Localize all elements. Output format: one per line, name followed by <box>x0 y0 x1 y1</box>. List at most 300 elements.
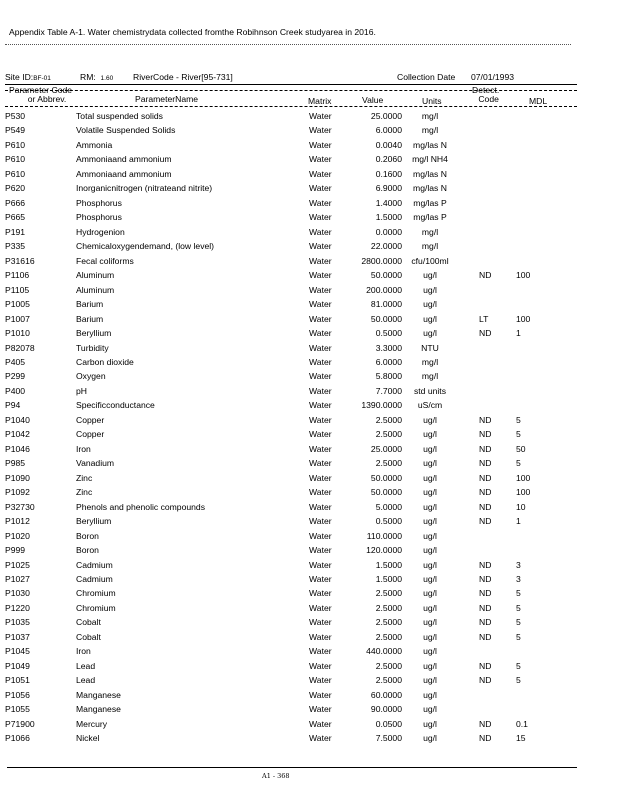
cell-param-code: P1027 <box>5 574 30 584</box>
river-mile <box>80 72 113 82</box>
header-dash-rule-upper <box>5 90 577 91</box>
header-param-name: ParameterName <box>135 94 199 104</box>
cell-param-code: P620 <box>5 183 26 194</box>
cell-matrix: Water <box>309 400 332 411</box>
cell-units: mg/l <box>421 356 439 367</box>
table-row <box>0 529 618 543</box>
cell-param-name: Ammoniaand ammonium <box>76 154 172 165</box>
table-row <box>0 471 618 485</box>
cell-matrix: Water <box>309 704 332 715</box>
cell-param-name: Barium <box>76 313 104 324</box>
cell-value: 6.9000 <box>375 183 402 194</box>
cell-value: 200.0000 <box>366 284 402 295</box>
cell-param-name: Chromium <box>76 588 116 599</box>
cell-param-name: Chromium <box>76 602 116 613</box>
cell-matrix: Water <box>309 313 332 324</box>
cell-detect-code: LT <box>479 313 489 324</box>
collection-date-value: 07/01/1993 <box>471 72 515 82</box>
cell-value: 1.5000 <box>375 574 402 584</box>
table-row <box>0 109 618 123</box>
cell-matrix: Water <box>309 270 332 281</box>
table-row <box>0 167 618 181</box>
cell-value: 50.0000 <box>370 313 402 324</box>
table-row <box>0 500 618 514</box>
cell-param-name: Phosphorus <box>76 197 122 208</box>
cell-param-name: Manganese <box>76 704 121 715</box>
cell-units: ug/l <box>423 574 437 584</box>
cell-units: ug/l <box>423 270 437 281</box>
cell-mdl: 15 <box>516 733 526 744</box>
cell-units: std units <box>413 385 446 396</box>
cell-mdl: 3 <box>516 574 521 584</box>
cell-param-name: Beryllium <box>76 516 112 527</box>
cell-detect-code: ND <box>479 660 492 671</box>
cell-param-code: P665 <box>5 212 26 223</box>
cell-detect-code: ND <box>479 617 492 628</box>
cell-param-name: Copper <box>76 429 105 440</box>
cell-param-name: Turbidity <box>76 342 109 353</box>
cell-value: 5.8000 <box>375 371 402 382</box>
cell-param-name: Aluminum <box>76 284 115 295</box>
cell-param-code: P666 <box>5 197 26 208</box>
cell-value: 2.5000 <box>375 414 402 425</box>
page-number: A1 - 368 <box>262 772 290 780</box>
cell-param-name: Zinc <box>76 487 93 498</box>
cell-value: 3.3000 <box>375 342 402 353</box>
table-row <box>0 644 618 658</box>
cell-units: ug/l <box>423 284 437 295</box>
cell-units: ug/l <box>423 689 437 700</box>
footer-rule <box>7 767 577 768</box>
cell-value: 50.0000 <box>370 270 402 281</box>
table-row <box>0 659 618 673</box>
cell-units: ug/l <box>423 545 437 556</box>
cell-units: mg/las P <box>413 197 447 208</box>
cell-units: mg/l NH4 <box>412 154 448 165</box>
cell-matrix: Water <box>309 602 332 613</box>
cell-value: 2.5000 <box>375 675 402 686</box>
cell-value: 81.0000 <box>370 299 402 310</box>
cell-units: ug/l <box>423 646 437 657</box>
cell-matrix: Water <box>309 472 332 483</box>
cell-matrix: Water <box>309 328 332 339</box>
table-row <box>0 717 618 731</box>
site-id-value: BF-01 <box>33 75 51 82</box>
cell-param-name: Phenols and phenolic compounds <box>76 501 205 512</box>
cell-value: 90.0000 <box>370 704 402 715</box>
table-row <box>0 254 618 268</box>
table-title: Appendix Table A-1. Water chemistrydata collected fromthe Robihnson Creek studyarea in 2016. <box>9 27 376 37</box>
cell-param-code: P299 <box>5 371 26 382</box>
site-id <box>5 72 51 82</box>
header-units: Units <box>422 96 442 106</box>
table-row <box>0 369 618 383</box>
cell-units: ug/l <box>423 299 437 310</box>
cell-param-code: P1105 <box>5 284 30 295</box>
cell-units: ug/l <box>423 530 437 541</box>
cell-matrix: Water <box>309 356 332 367</box>
table-row <box>0 702 618 716</box>
cell-value: 5.0000 <box>375 501 402 512</box>
cell-mdl: 5 <box>516 675 521 686</box>
cell-mdl: 5 <box>516 414 521 425</box>
cell-param-code: P1220 <box>5 602 30 613</box>
cell-units: ug/l <box>423 559 437 570</box>
cell-mdl: 0.1 <box>516 718 528 729</box>
rm-label: RM: <box>80 72 96 82</box>
cell-param-name: Oxygen <box>76 371 106 382</box>
cell-value: 110.0000 <box>366 530 402 541</box>
cell-param-name: Lead <box>76 675 96 686</box>
table-row <box>0 181 618 195</box>
header-mdl: MDL <box>529 96 548 106</box>
cell-matrix: Water <box>309 458 332 469</box>
table-row <box>0 688 618 702</box>
header-dash-rule-lower <box>5 106 577 107</box>
cell-detect-code: ND <box>479 588 492 599</box>
cell-matrix: Water <box>309 299 332 310</box>
cell-param-name: Copper <box>76 414 105 425</box>
site-id-label: Site ID: <box>5 72 34 82</box>
cell-param-name: Boron <box>76 530 99 541</box>
table-row <box>0 543 618 557</box>
cell-mdl: 3 <box>516 559 521 570</box>
cell-units: ug/l <box>423 328 437 339</box>
table-row <box>0 427 618 441</box>
cell-param-name: Cadmium <box>76 574 113 584</box>
cell-matrix: Water <box>309 646 332 657</box>
cell-matrix: Water <box>309 516 332 527</box>
cell-param-name: Cobalt <box>76 617 101 628</box>
table-row <box>0 268 618 282</box>
cell-matrix: Water <box>309 183 332 194</box>
cell-value: 50.0000 <box>370 472 402 483</box>
cell-matrix: Water <box>309 574 332 584</box>
cell-value: 22.0000 <box>370 241 402 252</box>
cell-param-name: Carbon dioxide <box>76 356 134 367</box>
cell-param-code: P335 <box>5 241 26 252</box>
cell-detect-code: ND <box>479 487 492 498</box>
cell-detect-code: ND <box>479 631 492 642</box>
header-param-code <box>9 86 72 104</box>
cell-matrix: Water <box>309 631 332 642</box>
cell-param-code: P31616 <box>5 255 35 266</box>
cell-matrix: Water <box>309 125 332 136</box>
cell-param-name: Phosphorus <box>76 212 122 223</box>
cell-param-code: P610 <box>5 168 26 179</box>
cell-detect-code: ND <box>479 328 492 339</box>
cell-units: mg/l <box>421 371 439 382</box>
table-row <box>0 413 618 427</box>
cell-param-name: Total suspended solids <box>76 111 163 121</box>
cell-param-code: P999 <box>5 545 26 556</box>
cell-mdl: 5 <box>516 660 521 671</box>
cell-matrix: Water <box>309 501 332 512</box>
cell-units: ug/l <box>423 660 437 671</box>
header-detect <box>472 86 499 104</box>
cell-value: 60.0000 <box>370 689 402 700</box>
cell-matrix: Water <box>309 718 332 729</box>
cell-param-code: P1025 <box>5 559 30 570</box>
cell-param-code: P94 <box>5 400 21 411</box>
cell-param-code: P1056 <box>5 689 30 700</box>
cell-param-code: P1007 <box>5 313 30 324</box>
cell-mdl: 100 <box>516 472 531 483</box>
table-row <box>0 586 618 600</box>
header-detect-line1: Detect. <box>472 85 500 95</box>
cell-detect-code: ND <box>479 414 492 425</box>
cell-value: 2.5000 <box>375 617 402 628</box>
table-row <box>0 615 618 629</box>
table-row <box>0 138 618 152</box>
cell-detect-code: ND <box>479 675 492 686</box>
header-param-code-line1: Parameter Code <box>9 85 73 95</box>
cell-value: 0.5000 <box>375 516 402 527</box>
table-row <box>0 239 618 253</box>
cell-param-code: P32730 <box>5 501 35 512</box>
cell-units: mg/las N <box>413 139 447 150</box>
cell-value: 6.0000 <box>375 125 402 136</box>
cell-value: 2.5000 <box>375 588 402 599</box>
header-value: Value <box>362 95 384 105</box>
cell-param-code: P1010 <box>5 328 30 339</box>
table-row <box>0 355 618 369</box>
cell-mdl: 100 <box>516 270 531 281</box>
cell-value: 120.0000 <box>366 545 402 556</box>
cell-matrix: Water <box>309 241 332 252</box>
cell-detect-code: ND <box>479 516 492 527</box>
cell-mdl: 50 <box>516 443 526 454</box>
cell-value: 1390.0000 <box>361 400 402 411</box>
table-row <box>0 398 618 412</box>
cell-matrix: Water <box>309 284 332 295</box>
cell-value: 440.0000 <box>366 646 402 657</box>
cell-param-code: P405 <box>5 356 26 367</box>
cell-matrix: Water <box>309 660 332 671</box>
cell-param-code: P1090 <box>5 472 30 483</box>
header-param-code-line2: or Abbrev. <box>27 94 67 104</box>
cell-units: ug/l <box>423 414 437 425</box>
cell-param-name: Beryllium <box>76 328 112 339</box>
table-row <box>0 384 618 398</box>
cell-matrix: Water <box>309 255 332 266</box>
cell-param-name: Barium <box>76 299 104 310</box>
cell-mdl: 1 <box>516 328 521 339</box>
cell-param-name: Iron <box>76 646 91 657</box>
cell-matrix: Water <box>309 689 332 700</box>
cell-value: 2.5000 <box>375 631 402 642</box>
cell-param-code: P1042 <box>5 429 30 440</box>
cell-detect-code: ND <box>479 602 492 613</box>
rm-value: 1.60 <box>100 75 114 82</box>
table-row <box>0 210 618 224</box>
cell-units: ug/l <box>423 313 437 324</box>
cell-matrix: Water <box>309 139 332 150</box>
cell-mdl: 5 <box>516 602 521 613</box>
cell-value: 7.5000 <box>375 733 402 744</box>
cell-units: mg/l <box>421 241 439 252</box>
table-row <box>0 442 618 456</box>
cell-param-code: P1030 <box>5 588 30 599</box>
header-matrix: Matrix <box>308 96 332 106</box>
cell-detect-code: ND <box>479 429 492 440</box>
cell-value: 6.0000 <box>375 356 402 367</box>
cell-units: ug/l <box>423 501 437 512</box>
cell-units: mg/l <box>421 111 439 121</box>
cell-param-code: P985 <box>5 458 26 469</box>
cell-value: 0.2060 <box>375 154 402 165</box>
table-row <box>0 572 618 586</box>
cell-units: mg/l <box>421 226 439 237</box>
cell-param-code: P1049 <box>5 660 30 671</box>
cell-matrix: Water <box>309 617 332 628</box>
table-row <box>0 196 618 210</box>
cell-matrix: Water <box>309 342 332 353</box>
cell-value: 1.4000 <box>375 197 402 208</box>
cell-detect-code: ND <box>479 718 492 729</box>
collection-date-label: Collection Date <box>397 72 456 82</box>
cell-matrix: Water <box>309 559 332 570</box>
cell-param-code: P1051 <box>5 675 30 686</box>
cell-param-code: P610 <box>5 139 26 150</box>
cell-param-code: P1046 <box>5 443 30 454</box>
cell-mdl: 5 <box>516 631 521 642</box>
header-detect-line2: Code <box>478 94 499 104</box>
cell-matrix: Water <box>309 154 332 165</box>
cell-param-code: P549 <box>5 125 26 136</box>
cell-param-name: Nickel <box>76 733 100 744</box>
cell-param-name: Boron <box>76 545 99 556</box>
cell-matrix: Water <box>309 487 332 498</box>
cell-detect-code: ND <box>479 501 492 512</box>
cell-detect-code: ND <box>479 270 492 281</box>
cell-detect-code: ND <box>479 458 492 469</box>
cell-detect-code: ND <box>479 574 492 584</box>
cell-param-code: P1037 <box>5 631 30 642</box>
table-row <box>0 123 618 137</box>
table-row <box>0 152 618 166</box>
table-row <box>0 283 618 297</box>
cell-param-name: Volatile Suspended Solids <box>76 125 176 136</box>
cell-matrix: Water <box>309 733 332 744</box>
cell-units: ug/l <box>423 516 437 527</box>
cell-param-name: Mercury <box>76 718 108 729</box>
cell-matrix: Water <box>309 371 332 382</box>
cell-matrix: Water <box>309 545 332 556</box>
cell-param-code: P1040 <box>5 414 30 425</box>
cell-matrix: Water <box>309 429 332 440</box>
cell-units: ug/l <box>423 675 437 686</box>
cell-units: uS/cm <box>417 400 443 411</box>
cell-mdl: 10 <box>516 501 526 512</box>
table-row <box>0 601 618 615</box>
cell-units: ug/l <box>423 443 437 454</box>
cell-units: mg/las N <box>413 183 447 194</box>
table-row <box>0 456 618 470</box>
cell-param-name: Fecal coliforms <box>76 255 134 266</box>
cell-matrix: Water <box>309 212 332 223</box>
data-table-body <box>0 109 618 746</box>
cell-mdl: 5 <box>516 588 521 599</box>
cell-param-name: Ammoniaand ammonium <box>76 168 172 179</box>
cell-param-name: Specificconductance <box>76 400 155 411</box>
cell-param-code: P71900 <box>5 718 35 729</box>
cell-units: mg/las P <box>413 212 447 223</box>
table-row <box>0 297 618 311</box>
cell-param-code: P1035 <box>5 617 30 628</box>
cell-param-code: P1005 <box>5 299 30 310</box>
cell-units: NTU <box>421 342 439 353</box>
cell-detect-code: ND <box>479 733 492 744</box>
cell-units: cfu/100ml <box>411 255 449 266</box>
table-row <box>0 341 618 355</box>
cell-param-code: P82078 <box>5 342 35 353</box>
table-row <box>0 326 618 340</box>
cell-matrix: Water <box>309 226 332 237</box>
cell-matrix: Water <box>309 530 332 541</box>
cell-param-name: Ammonia <box>76 139 113 150</box>
cell-units: ug/l <box>423 487 437 498</box>
cell-mdl: 100 <box>516 487 531 498</box>
cell-param-code: P1055 <box>5 704 30 715</box>
cell-value: 25.0000 <box>370 443 402 454</box>
cell-mdl: 5 <box>516 617 521 628</box>
cell-value: 0.0000 <box>375 226 402 237</box>
cell-value: 1.5000 <box>375 559 402 570</box>
cell-matrix: Water <box>309 168 332 179</box>
cell-units: ug/l <box>423 718 437 729</box>
cell-mdl: 5 <box>516 458 521 469</box>
cell-matrix: Water <box>309 588 332 599</box>
cell-param-name: Iron <box>76 443 91 454</box>
cell-value: 7.7000 <box>375 385 402 396</box>
cell-param-name: Inorganicnitrogen (nitrateand nitrite) <box>76 183 213 194</box>
table-row <box>0 630 618 644</box>
cell-param-name: Aluminum <box>76 270 115 281</box>
cell-detect-code: ND <box>479 559 492 570</box>
cell-matrix: Water <box>309 385 332 396</box>
cell-param-name: Cobalt <box>76 631 101 642</box>
cell-units: mg/las N <box>413 168 447 179</box>
table-row <box>0 485 618 499</box>
table-row <box>0 731 618 745</box>
cell-param-code: P400 <box>5 385 26 396</box>
cell-mdl: 100 <box>516 313 531 324</box>
cell-matrix: Water <box>309 443 332 454</box>
cell-value: 1.5000 <box>375 212 402 223</box>
cell-matrix: Water <box>309 675 332 686</box>
cell-value: 2800.0000 <box>361 255 402 266</box>
cell-units: ug/l <box>423 429 437 440</box>
table-row <box>0 225 618 239</box>
cell-matrix: Water <box>309 111 332 121</box>
cell-value: 50.0000 <box>370 487 402 498</box>
cell-value: 2.5000 <box>375 429 402 440</box>
cell-param-name: Vanadium <box>76 458 115 469</box>
cell-param-code: P1045 <box>5 646 30 657</box>
cell-param-name: Lead <box>76 660 96 671</box>
cell-detect-code: ND <box>479 443 492 454</box>
cell-value: 2.5000 <box>375 602 402 613</box>
cell-value: 0.1600 <box>375 168 402 179</box>
cell-value: 2.5000 <box>375 458 402 469</box>
cell-param-name: pH <box>76 385 87 396</box>
cell-units: ug/l <box>423 733 437 744</box>
cell-value: 25.0000 <box>370 111 402 121</box>
table-row <box>0 558 618 572</box>
cell-matrix: Water <box>309 414 332 425</box>
cell-units: ug/l <box>423 631 437 642</box>
